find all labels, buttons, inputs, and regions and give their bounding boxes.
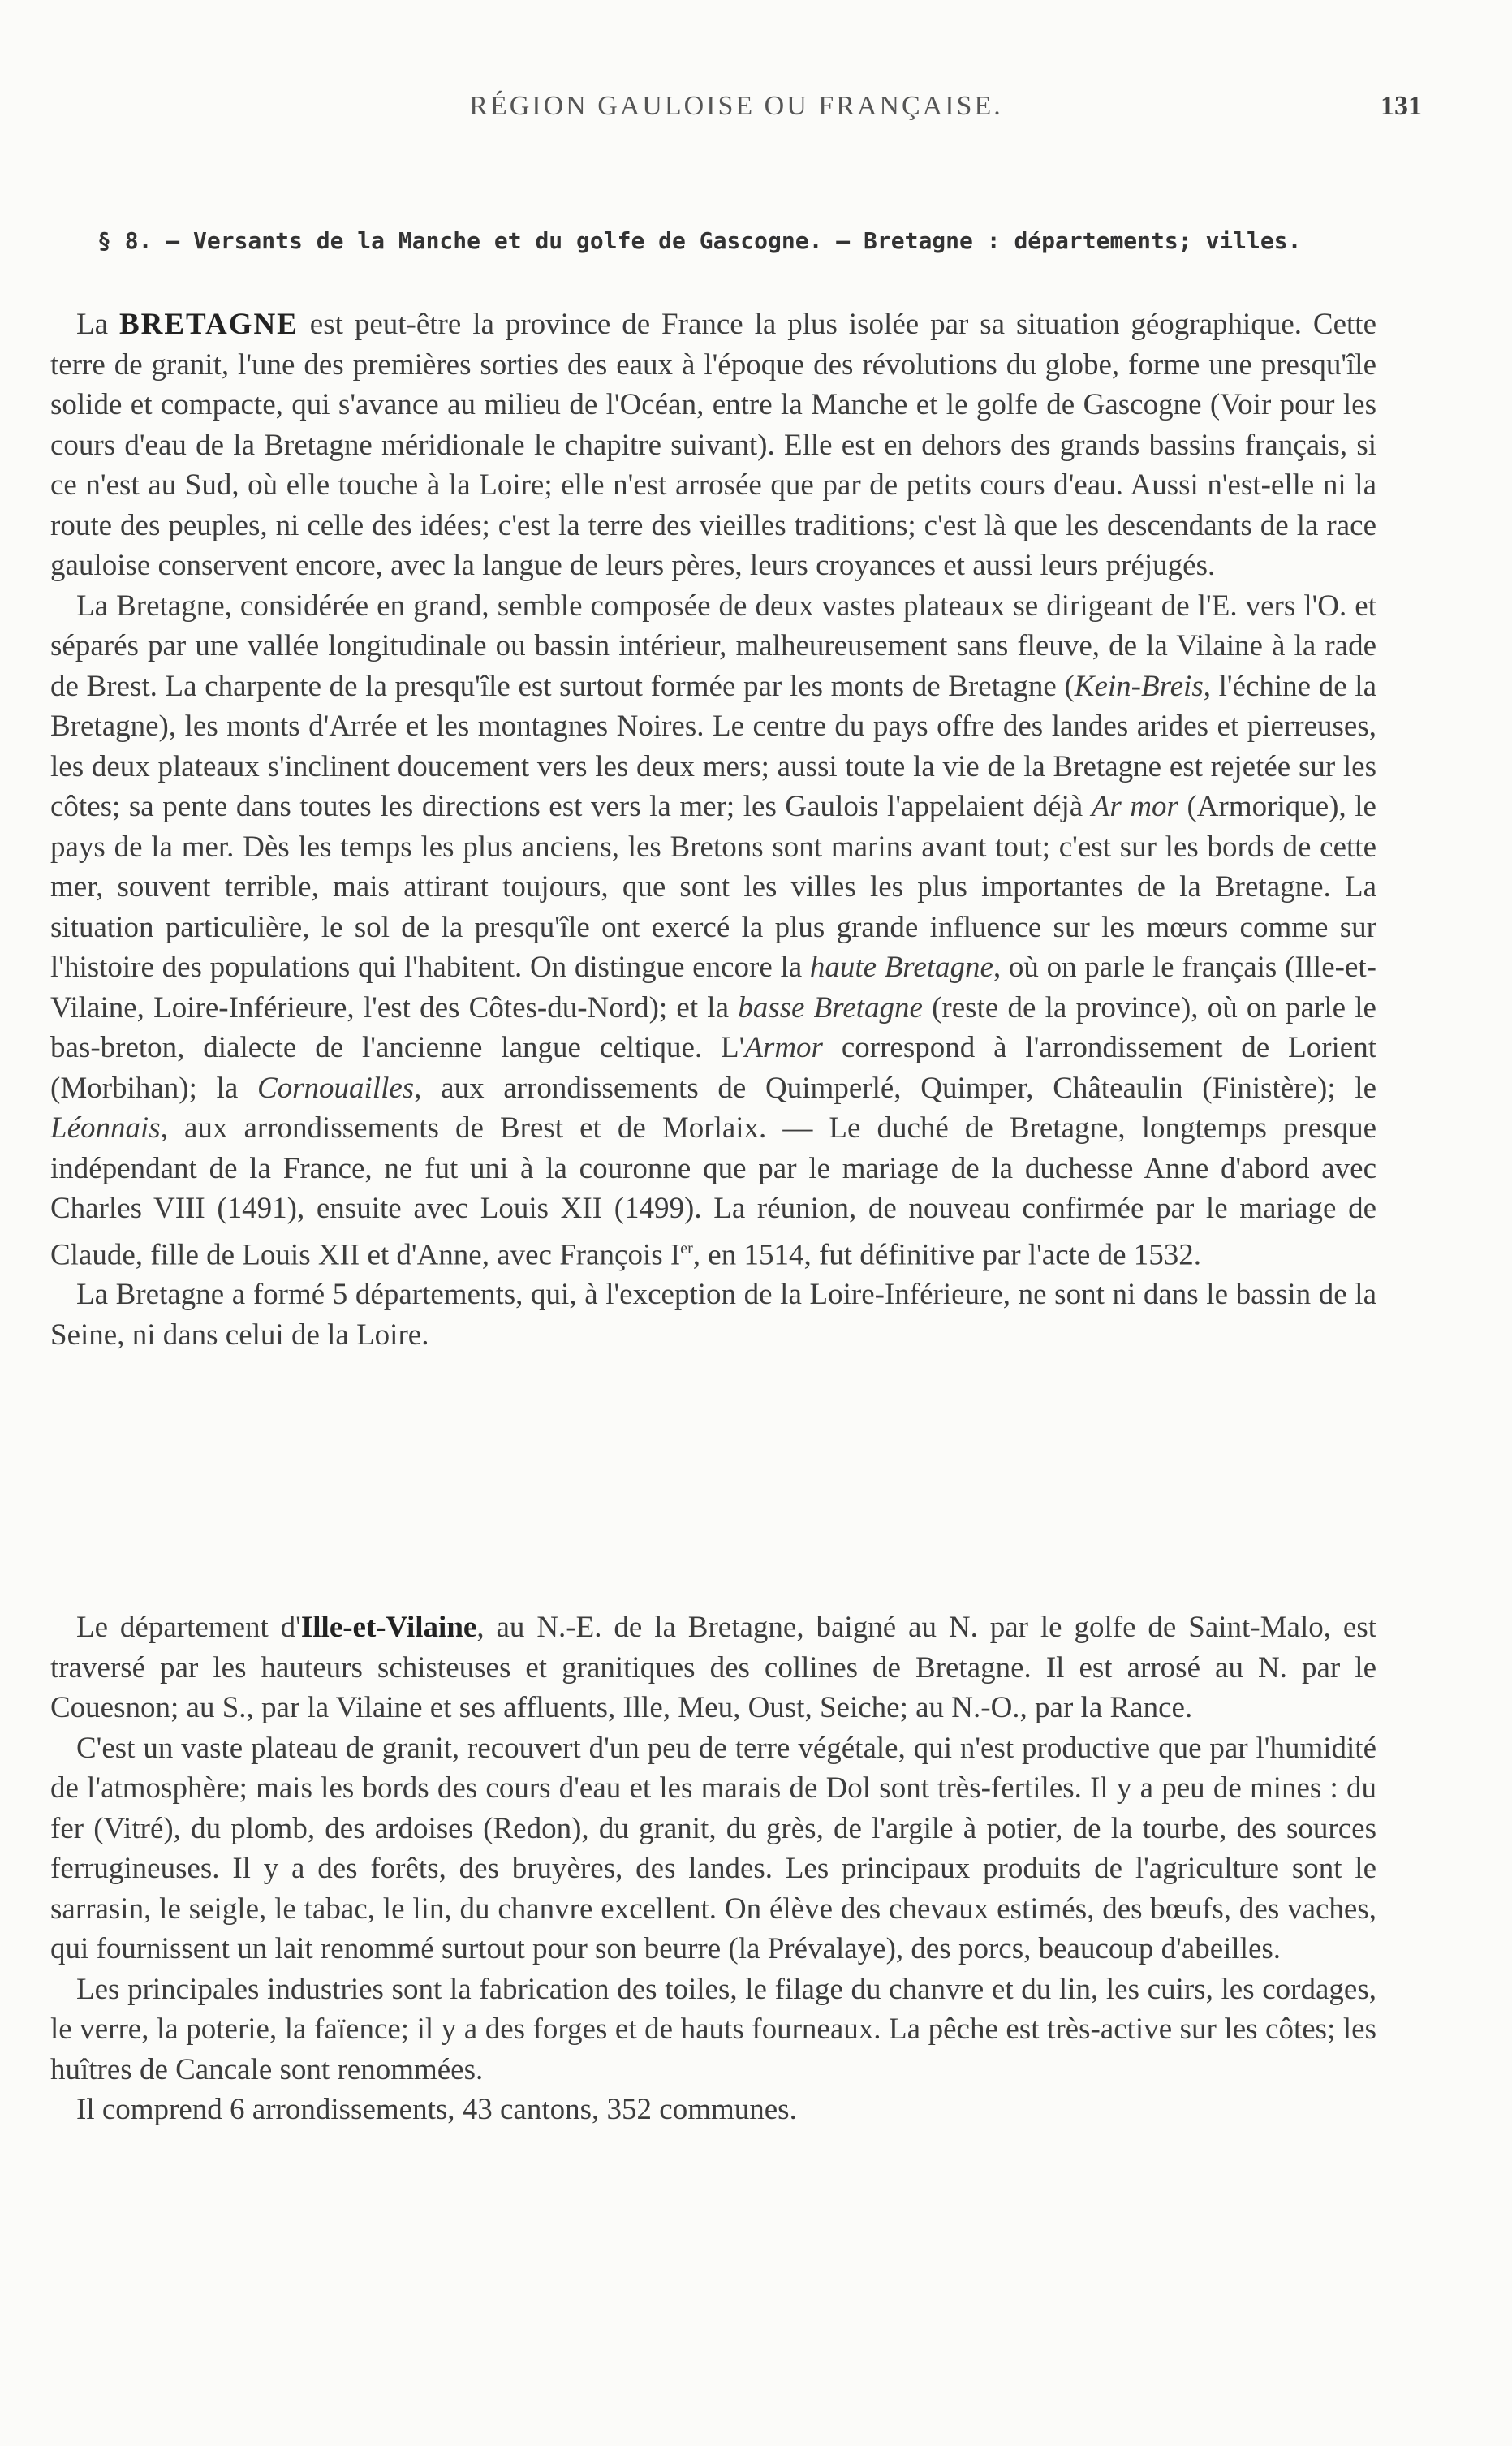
ille-et-vilaine-section bbox=[50, 1607, 1376, 2130]
paragraph-ille-soil: C'est un vaste plateau de granit, recouvert d'un peu de terre végétale, qui n'est productive que par l'humidité de l'atmosphère; mais les bords des cours d'eau et les marais de Dol sont très-fertiles. Il y a peu de mines : du fer (Vitré), du plomb, des ardoises (Redon), du granit, du grès, de l'argile à potier, de la tourbe, des sources ferrugineuses. Il y a des forêts, des bruyères, des landes. Les principaux produits de l'agriculture sont le sarrasin, le seigle, le tabac, le lin, du chanvre excellent. On élève des chevaux estimés, des bœufs, des vaches, qui fournissent un lait renommé surtout pour son beurre (la Prévalaye), des porcs, beaucoup d'abeilles. bbox=[50, 1731, 1376, 1965]
bretagne-section bbox=[50, 304, 1376, 1355]
term-ille-et-vilaine: Ille-et-Vilaine bbox=[300, 1611, 477, 1644]
paragraph-bretagne-geography: La Bretagne, considérée en grand, semble composée de deux vastes plateaux se dirigeant de l'E. vers l'O. et séparés par une vallée longitudinale ou bassin intérieur, malheureusement sans fleuve, de la Vilaine à la rade de Brest. La charpente de la presqu'île est surtout formée par les monts de Bretagne (Kein-Breis, l'échine de la Bretagne), les monts d'Arrée et les montagnes Noires. Le centre du pays offre des landes arides et pierreuses, les deux plateaux s'inclinent doucement vers les deux mers; aussi toute la vie de la Bretagne est rejetée sur les côtes; sa pente dans toutes les directions est vers la mer; les Gaulois l'appelaient déjà Ar mor (Armorique), le pays de la mer. Dès les temps les plus anciens, les Bretons sont marins avant tout; c'est sur les bords de cette mer, souvent terrible, mais attirant toujours, que sont les villes les plus importantes de la Bretagne. La situation particulière, le sol de la presqu'île ont exercé la plus grande influence sur les mœurs comme sur l'histoire des populations qui l'habitent. On distingue encore la haute Bretagne, où on parle le français (Ille-et-Vilaine, Loire-Inférieure, l'est des Côtes-du-Nord); et la basse Bretagne (reste de la province), où on parle le bas-breton, dialecte de l'ancienne langue celtique. L'Armor correspond à l'arrondissement de Lorient (Morbihan); la Cornouailles, aux arrondissements de Quimperlé, Quimper, Châteaulin (Finistère); le Léonnais, aux arrondissements de Brest et de Morlaix. — Le duché de Bretagne, longtemps presque indépendant de la France, ne fut uni à la couronne que par le mariage de la duchesse Anne d'abord avec Charles VIII (1491), ensuite avec Louis XII (1499). La réunion, de nouveau confirmée par le mariage de Claude, fille de Louis XII et d'Anne, avec François Ier, en 1514, fut définitive par l'acte de 1532. bbox=[50, 589, 1377, 1271]
running-title: RÉGION GAULOISE OU FRANÇAISE. bbox=[469, 91, 1003, 121]
paragraph-ille-intro: Le département d'Ille-et-Vilaine, au N.-E. de la Bretagne, baigné au N. par le golfe de Saint-Malo, est traversé par les hauteurs schisteuses et granitiques des collines de Bretagne. Il est arrosé au N. par le Couesnon; au S., par la Vilaine et ses affluents, Ille, Meu, Oust, Seiche; au N.-O., par la Rance. bbox=[50, 1611, 1376, 1724]
term-bretagne: BRETAGNE bbox=[118, 308, 299, 341]
running-header bbox=[50, 91, 1422, 132]
paragraph-ille-industry: Les principales industries sont la fabrication des toiles, le filage du chanvre et du lin, les cuirs, les cordages, le verre, la poterie, la faïence; il y a des forges et de hauts fourneaux. La pêche est très-active sur les côtes; les huîtres de Cancale sont renommées. bbox=[50, 1972, 1376, 2086]
section-heading: § 8. — Versants de la Manche et du golfe de Gascogne. — Bretagne : départements; villes. bbox=[97, 227, 1302, 254]
paragraph-ille-administration: Il comprend 6 arrondissements, 43 cantons, 352 communes. bbox=[76, 2093, 797, 2126]
paragraph-bretagne-departments: La Bretagne a formé 5 départements, qui, à l'exception de la Loire-Inférieure, ne sont ni dans le bassin de la Seine, ni dans celui de la Loire. bbox=[50, 1278, 1376, 1352]
page-number: 131 bbox=[1381, 91, 1422, 121]
paragraph-bretagne-intro: La BRETAGNE est peut-être la province de France la plus isolée par sa situation géographique. Cette terre de granit, l'une des premières sorties des eaux à l'époque des révolutions du globe, forme une presqu'île solide et compacte, qui s'avance au milieu de l'Océan, entre la Manche et le golfe de Gascogne (Voir pour les cours d'eau de la Bretagne méridionale le chapitre suivant). Elle est en dehors des grands bassins français, si ce n'est au Sud, où elle touche à la Loire; elle n'est arrosée que par de petits cours d'eau. Aussi n'est-elle ni la route des peuples, ni celle des idées; c'est la terre des vieilles traditions; c'est là que les descendants de la race gauloise conservent encore, avec la langue de leurs pères, leurs croyances et aussi leurs préjugés. bbox=[50, 308, 1376, 582]
